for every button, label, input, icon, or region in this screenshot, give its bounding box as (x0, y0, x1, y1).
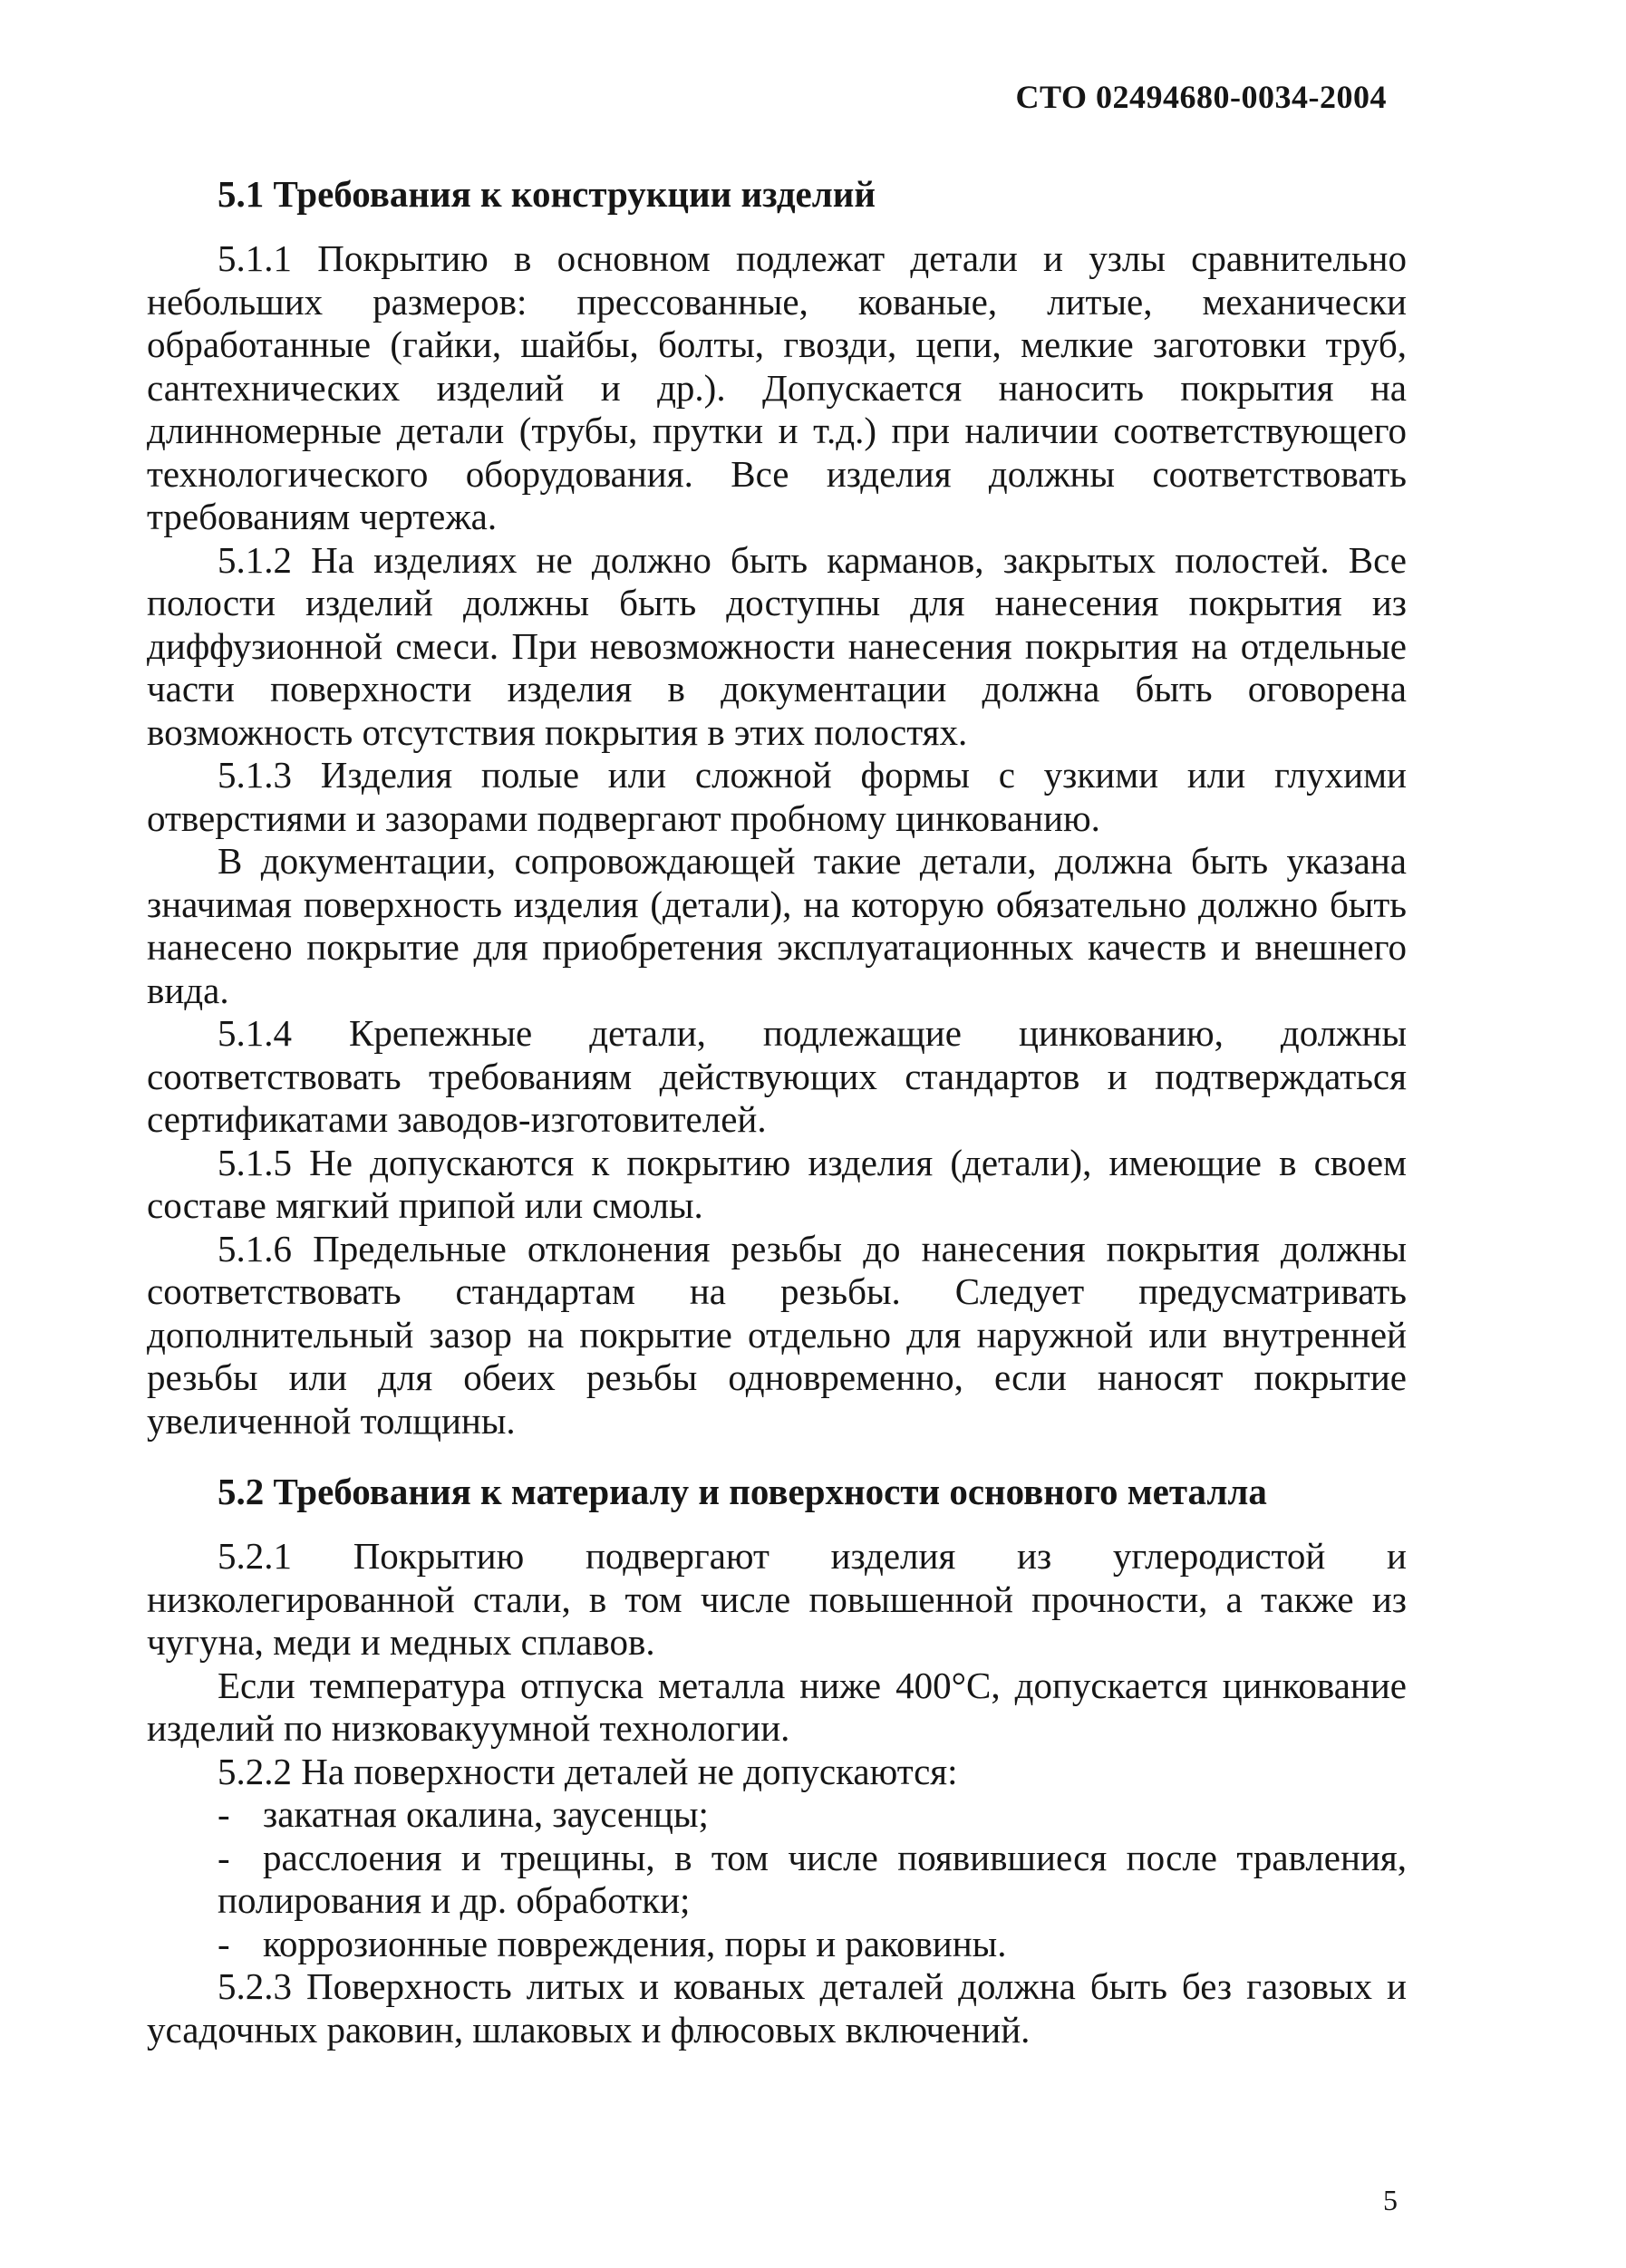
paragraph-5-2-3: 5.2.3 Поверхность литых и кованых деталей должна быть без газовых и усадочных раковин, шлаковых и флюсовых включений. (147, 1965, 1407, 2051)
section-5-1 (147, 170, 1407, 1443)
section-heading: 5.2 Требования к материалу и поверхности основного металла (218, 1471, 1267, 1512)
list-item (147, 1923, 1407, 1966)
bullet-dash: - (218, 1793, 230, 1835)
paragraph-5-2-2: 5.2.2 На поверхности деталей не допускаются: (218, 1750, 958, 1792)
list-item (147, 1837, 1407, 1923)
paragraph-5-2-1: 5.2.1 Покрытию подвергают изделия из углеродистой и низколегированной стали, в том числе повышенной прочности, а также из чугуна, меди и медных сплавов. (147, 1535, 1407, 1663)
paragraph-5-1-1: 5.1.1 Покрытию в основном подлежат детали и узлы сравнительно небольших размеров: прессованные, кованые, литые, механически обработанные (гайки, шайбы, болты, гвозди, цепи, мелкие заготовки труб, сантехнических изделий и др.). Допускается наносить покрытия на длинномерные детали (трубы, прутки и т.д.) при наличии соответствующего технологического оборудования. Все изделия должны соответствовать требованиям чертежа. (147, 237, 1407, 537)
page-number: 5 (1383, 2184, 1398, 2216)
bullet-dash: - (218, 1836, 230, 1878)
section-5-2 (147, 1468, 1407, 2051)
bullet-dash: - (218, 1922, 230, 1964)
document-code: СТО 02494680-0034-2004 (1015, 79, 1387, 115)
list-item-text: коррозионные повреждения, поры и раковины. (263, 1922, 1007, 1964)
list-item-text: расслоения и трещины, в том числе появившиеся после травления, полирования и др. обработки; (218, 1836, 1407, 1921)
paragraph-5-1-6: 5.1.6 Предельные отклонения резьбы до нанесения покрытия должны соответствовать стандартам на резьбы. Следует предусматривать дополнительный зазор на покрытие отдельно для наружной или внутренней резьбы или для обеих резьбы одновременно, если наносят покрытие увеличенной толщины. (147, 1227, 1407, 1442)
paragraph-5-2-1-note: Если температура отпуска металла ниже 400°С, допускается цинкование изделий по низковакуумной технологии. (147, 1664, 1407, 1749)
list-item-text: закатная окалина, заусенцы; (263, 1793, 709, 1835)
paragraph-5-1-4: 5.1.4 Крепежные детали, подлежащие цинкованию, должны соответствовать требованиям действующих стандартов и подтверждаться сертификатами заводов-изготовителей. (147, 1012, 1407, 1140)
paragraph-5-1-3-note: В документации, сопровождающей такие детали, должна быть указана значимая поверхность изделия (детали), на которую обязательно должно быть нанесено покрытие для приобретения эксплуатационных качеств и внешнего вида. (147, 840, 1407, 1011)
paragraph-5-1-3: 5.1.3 Изделия полые или сложной формы с узкими или глухими отверстиями и зазорами подвергают пробному цинкованию. (147, 754, 1407, 839)
paragraph-5-1-5: 5.1.5 Не допускаются к покрытию изделия (детали), имеющие в своем составе мягкий припой или смолы. (147, 1141, 1407, 1226)
list-item (147, 1793, 1407, 1837)
paragraph-5-1-2: 5.1.2 На изделиях не должно быть карманов, закрытых полостей. Все полости изделий должны быть доступны для нанесения покрытия из диффузионной смеси. При невозможности нанесения покрытия на отдельные части поверхности изделия в документации должна быть оговорена возможность отсутствия покрытия в этих полостях. (147, 538, 1407, 753)
section-heading: 5.1 Требования к конструкции изделий (218, 173, 876, 215)
